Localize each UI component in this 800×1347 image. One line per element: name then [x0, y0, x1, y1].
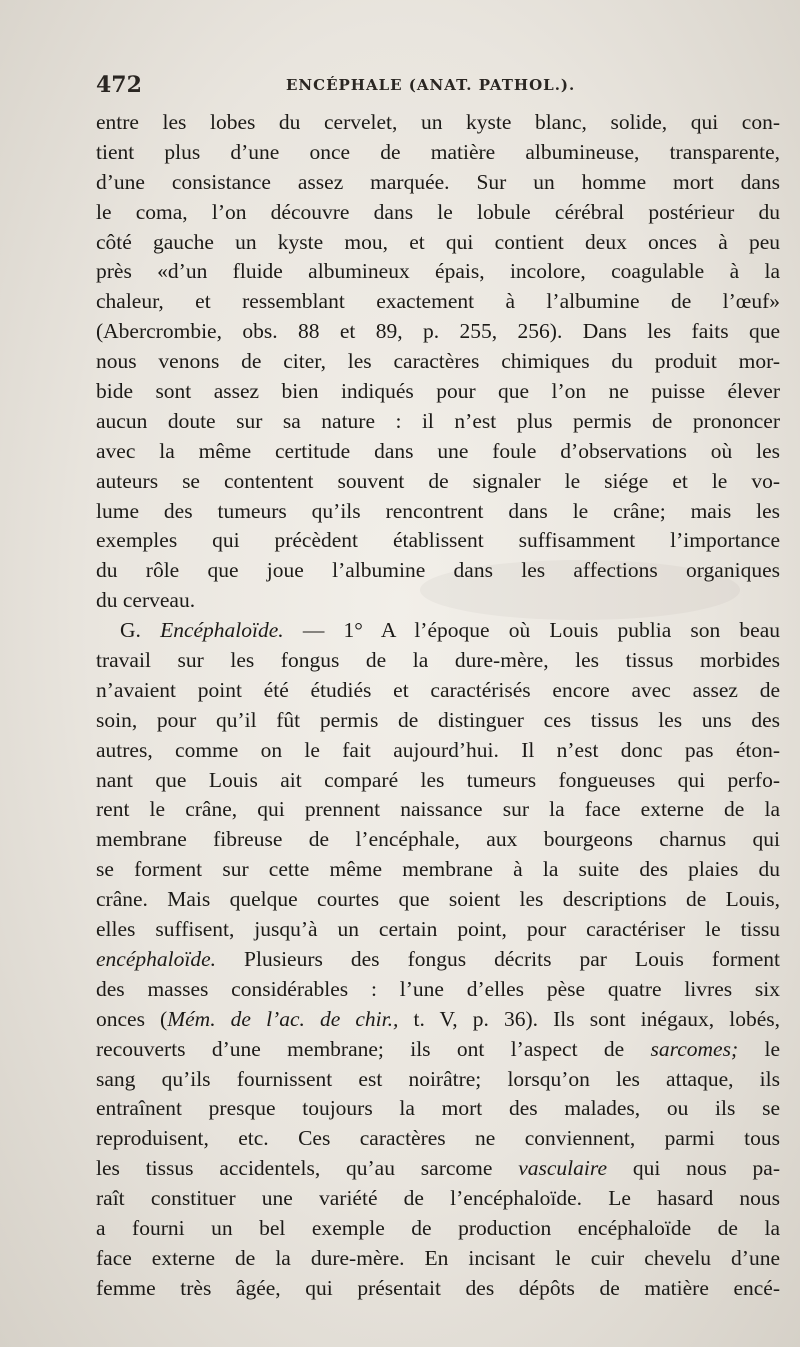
running-head: ENCÉPHALE (ANAT. PATHOL.).: [286, 76, 576, 94]
italic-text: Mém. de l’ac. de chir.,: [167, 1006, 399, 1031]
line-text: chaleur, et ressemblant exactement à l’albumine de l’œuf»: [96, 289, 780, 314]
line-text: auteurs se contentent souvent de signaler le siége et le vo-: [96, 468, 780, 493]
line-text: — 1° A l’époque où Louis publia son beau: [283, 618, 780, 643]
line-text: a fourni un bel exemple de production encéphaloïde de la: [96, 1215, 780, 1240]
line-text: nant que Louis ait comparé les tumeurs fongueuses qui perfo-: [96, 767, 780, 792]
line-text: aucun doute sur sa nature : il n’est plus permis de prononcer: [96, 408, 780, 433]
text-line: [96, 616, 780, 646]
text-line: [96, 1184, 780, 1214]
line-text: (Abercrombie, obs. 88 et 89, p. 255, 256). Dans les faits que: [96, 319, 780, 344]
text-line: [96, 736, 780, 766]
text-line: [96, 138, 780, 168]
text-line: [96, 317, 780, 347]
page-header: [96, 68, 780, 104]
line-text: t. V, p. 36). Ils sont inégaux, lobés,: [398, 1006, 780, 1031]
text-line: [96, 556, 780, 586]
line-text: autres, comme on le fait aujourd’hui. Il n’est donc pas éton-: [96, 737, 780, 762]
text-line: [96, 885, 780, 915]
line-text: membrane fibreuse de l’encéphale, aux bourgeons charnus qui: [96, 827, 780, 852]
text-line: [96, 855, 780, 885]
line-text: près «d’un fluide albumineux épais, incolore, coagulable à la: [96, 259, 780, 284]
line-text: reproduisent, etc. Ces caractères ne conviennent, parmi tous: [96, 1126, 780, 1151]
line-text: côté gauche un kyste mou, et qui contient deux onces à peu: [96, 229, 780, 254]
text-line: [96, 766, 780, 796]
text-line: [96, 437, 780, 467]
text-line: [96, 198, 780, 228]
line-text: onces (: [96, 1006, 168, 1031]
page-number: 472: [96, 72, 142, 98]
text-line: [96, 646, 780, 676]
italic-text: Encéphaloïde.: [160, 618, 284, 643]
italic-text: encéphaloïde.: [96, 946, 216, 971]
text-line: [96, 497, 780, 527]
line-text: des masses considérables : l’une d’elles pèse quatre livres six: [96, 976, 780, 1001]
text-line: [96, 1035, 780, 1065]
text-line: [96, 795, 780, 825]
line-text: le: [738, 1036, 780, 1061]
text-line: [96, 586, 780, 616]
text-line: [96, 1124, 780, 1154]
line-text: rent le crâne, qui prennent naissance sur la face externe de la: [96, 797, 780, 822]
text-line: [96, 1094, 780, 1124]
text-line: [96, 915, 780, 945]
line-text: du rôle que joue l’albumine dans les affections organiques: [96, 558, 780, 583]
line-text: raît constituer une variété de l’encéphaloïde. Le hasard nous: [96, 1186, 780, 1211]
line-text: avec la même certitude dans une foule d’observations où les: [96, 438, 780, 463]
text-line: [96, 1244, 780, 1274]
text-line: [96, 706, 780, 736]
line-text: face externe de la dure-mère. En incisant le cuir chevelu d’une: [96, 1245, 780, 1270]
line-text: entraînent presque toujours la mort des malades, ou ils se: [96, 1096, 780, 1121]
line-text: sang qu’ils fournissent est noirâtre; lorsqu’on les attaque, ils: [96, 1066, 780, 1091]
line-text: se forment sur cette même membrane à la suite des plaies du: [96, 857, 780, 882]
line-text: travail sur les fongus de la dure-mère, les tissus morbides: [96, 648, 780, 673]
text-line: [96, 257, 780, 287]
text-line: [96, 1274, 780, 1304]
text-line: [96, 1214, 780, 1244]
italic-text: sarcomes;: [650, 1036, 739, 1061]
text-line: [96, 1005, 780, 1035]
text-line: [96, 108, 780, 138]
line-text: les tissus accidentels, qu’au sarcome: [96, 1156, 519, 1181]
line-text: elles suffisent, jusqu’à un certain point, pour caractériser le tissu: [96, 917, 780, 942]
text-line: [96, 347, 780, 377]
text-line: [96, 228, 780, 258]
line-text: femme très âgée, qui présentait des dépôts de matière encé-: [96, 1275, 780, 1300]
line-text: Plusieurs des fongus décrits par Louis forment: [216, 946, 780, 971]
text-line: [96, 1065, 780, 1095]
text-line: [96, 526, 780, 556]
text-line: [96, 287, 780, 317]
line-text: d’une consistance assez marquée. Sur un homme mort dans: [96, 169, 780, 194]
line-text: entre les lobes du cervelet, un kyste blanc, solide, qui con-: [96, 110, 780, 134]
line-text: recouverts d’une membrane; ils ont l’aspect de: [96, 1036, 651, 1061]
italic-text: vasculaire: [518, 1156, 607, 1181]
line-text: le coma, l’on découvre dans le lobule cérébral postérieur du: [96, 199, 780, 224]
text-line: [96, 1154, 780, 1184]
line-text: qui nous pa-: [607, 1156, 780, 1181]
line-text: soin, pour qu’il fût permis de distinguer ces tissus les uns des: [96, 707, 780, 732]
line-text: crâne. Mais quelque courtes que soient les descriptions de Louis,: [96, 887, 780, 912]
line-text: G.: [120, 618, 161, 643]
text-line: [96, 407, 780, 437]
line-text: tient plus d’une once de matière albumineuse, transparente,: [96, 139, 780, 164]
text-line: [96, 467, 780, 497]
line-text: nous venons de citer, les caractères chimiques du produit mor-: [96, 349, 780, 374]
line-text: exemples qui précèdent établissent suffisamment l’importance: [96, 528, 780, 553]
line-text: n’avaient point été étudiés et caractérisés encore avec assez de: [96, 677, 780, 702]
body-text: [96, 108, 780, 1304]
line-text: bide sont assez bien indiqués pour que l’on ne puisse élever: [96, 379, 780, 404]
line-text: lume des tumeurs qu’ils rencontrent dans le crâne; mais les: [96, 498, 780, 523]
text-line: [96, 676, 780, 706]
text-line: [96, 945, 780, 975]
text-line: [96, 168, 780, 198]
line-text: du cerveau.: [96, 588, 196, 613]
text-line: [96, 377, 780, 407]
text-line: [96, 825, 780, 855]
text-line: [96, 975, 780, 1005]
